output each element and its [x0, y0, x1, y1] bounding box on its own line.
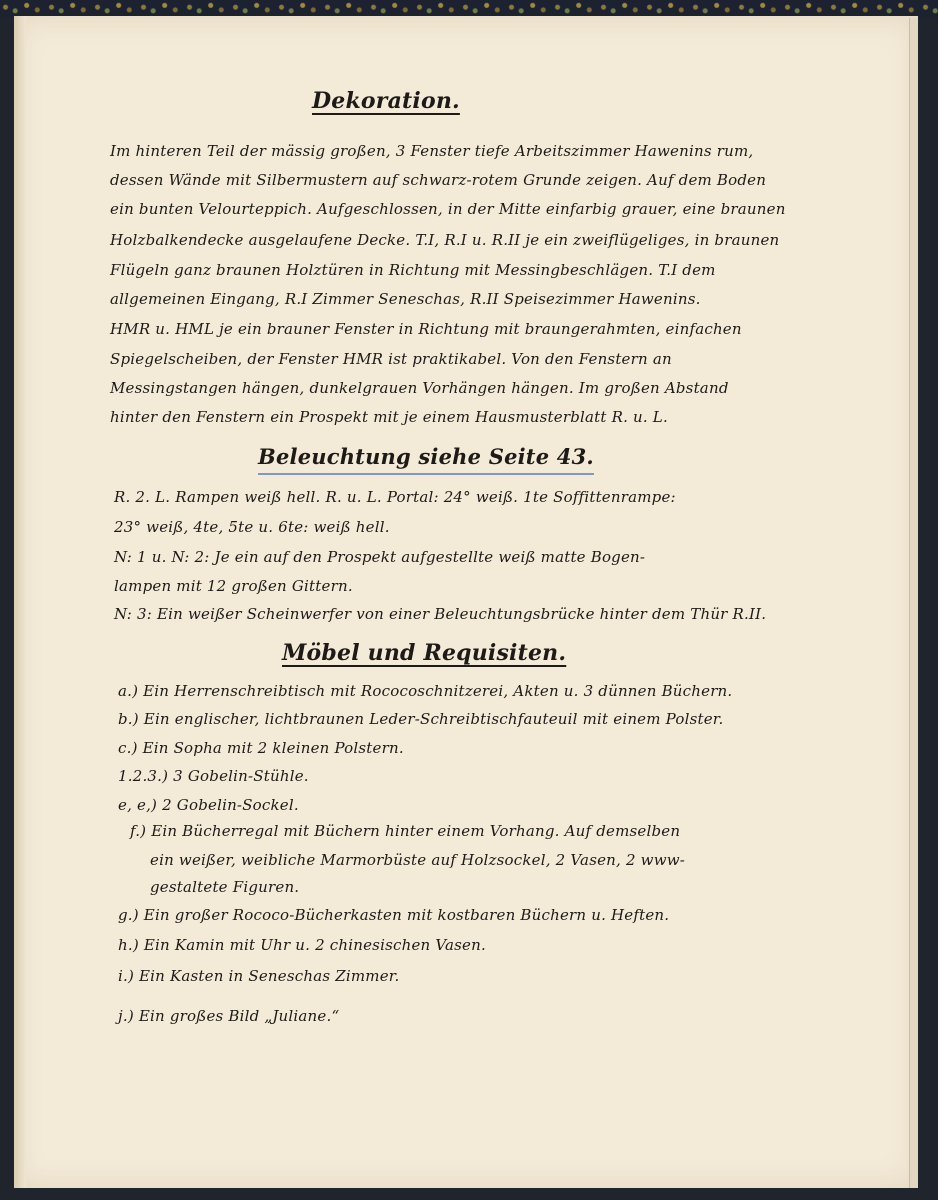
dekoration-line: ein bunten Velourteppich. Aufgeschlossen, in der Mitte einfarbig grauer, eine braunen	[110, 200, 786, 218]
moebel-item: e, e,) 2 Gobelin-Sockel.	[118, 796, 299, 814]
beleuchtung-line: N: 1 u. N: 2: Je ein auf den Prospekt aufgestellte weiß matte Bogen-	[114, 548, 646, 566]
heading-dekoration: Dekoration.	[312, 88, 460, 114]
beleuchtung-line: R. 2. L. Rampen weiß hell. R. u. L. Portal: 24° weiß. 1te Soffittenrampe:	[114, 488, 676, 506]
moebel-item: j.) Ein großes Bild „Juliane.“	[118, 1007, 340, 1025]
heading-beleuchtung: Beleuchtung siehe Seite 43.	[258, 444, 594, 475]
moebel-item: g.) Ein großer Rococo-Bücherkasten mit kostbaren Büchern u. Heften.	[118, 906, 670, 924]
dekoration-line: Spiegelscheiben, der Fenster HMR ist praktikabel. Von den Fenstern an	[110, 350, 672, 368]
moebel-item: b.) Ein englischer, lichtbraunen Leder-Schreibtischfauteuil mit einem Polster.	[118, 710, 724, 728]
moebel-item: h.) Ein Kamin mit Uhr u. 2 chinesischen Vasen.	[118, 936, 486, 954]
beleuchtung-line: 23° weiß, 4te, 5te u. 6te: weiß hell.	[114, 518, 390, 536]
dekoration-line: HMR u. HML je ein brauner Fenster in Richtung mit braungerahmten, einfachen	[110, 320, 742, 338]
dekoration-line: Flügeln ganz braunen Holztüren in Richtung mit Messingbeschlägen. T.I dem	[110, 261, 716, 279]
dekoration-line: hinter den Fenstern ein Prospekt mit je einem Hausmusterblatt R. u. L.	[110, 408, 668, 426]
dekoration-line: Im hinteren Teil der mässig großen, 3 Fenster tiefe Arbeitszimmer Hawenins rum,	[110, 142, 754, 160]
moebel-item: 1.2.3.) 3 Gobelin-Stühle.	[118, 767, 309, 785]
moebel-item: a.) Ein Herrenschreibtisch mit Rococoschnitzerei, Akten u. 3 dünnen Büchern.	[118, 682, 733, 700]
next-page-edge	[909, 18, 918, 1188]
beleuchtung-line: lampen mit 12 großen Gittern.	[114, 577, 353, 595]
dekoration-line: dessen Wände mit Silbermustern auf schwarz-rotem Grunde zeigen. Auf dem Boden	[110, 171, 767, 189]
moebel-item: i.) Ein Kasten in Seneschas Zimmer.	[118, 967, 400, 985]
page-gutter	[14, 16, 26, 1188]
dekoration-line: Holzbalkendecke ausgelaufene Decke. T.I, R.I u. R.II je ein zweiflügeliges, in braunen	[110, 231, 780, 249]
moebel-item: c.) Ein Sopha mit 2 kleinen Polstern.	[118, 739, 404, 757]
dekoration-line: allgemeinen Eingang, R.I Zimmer Seneschas, R.II Speisezimmer Hawenins.	[110, 290, 701, 308]
moebel-item: ein weißer, weibliche Marmorbüste auf Holzsockel, 2 Vasen, 2 www-	[150, 851, 686, 869]
dekoration-line: Messingstangen hängen, dunkelgrauen Vorhängen hängen. Im großen Abstand	[110, 379, 729, 397]
heading-moebel: Möbel und Requisiten.	[282, 640, 567, 666]
beleuchtung-line: N: 3: Ein weißer Scheinwerfer von einer Beleuchtungsbrücke hinter dem Thür R.II.	[114, 605, 767, 623]
moebel-item: gestaltete Figuren.	[150, 878, 300, 896]
moebel-item: f.) Ein Bücherregal mit Büchern hinter einem Vorhang. Auf demselben	[130, 822, 681, 840]
